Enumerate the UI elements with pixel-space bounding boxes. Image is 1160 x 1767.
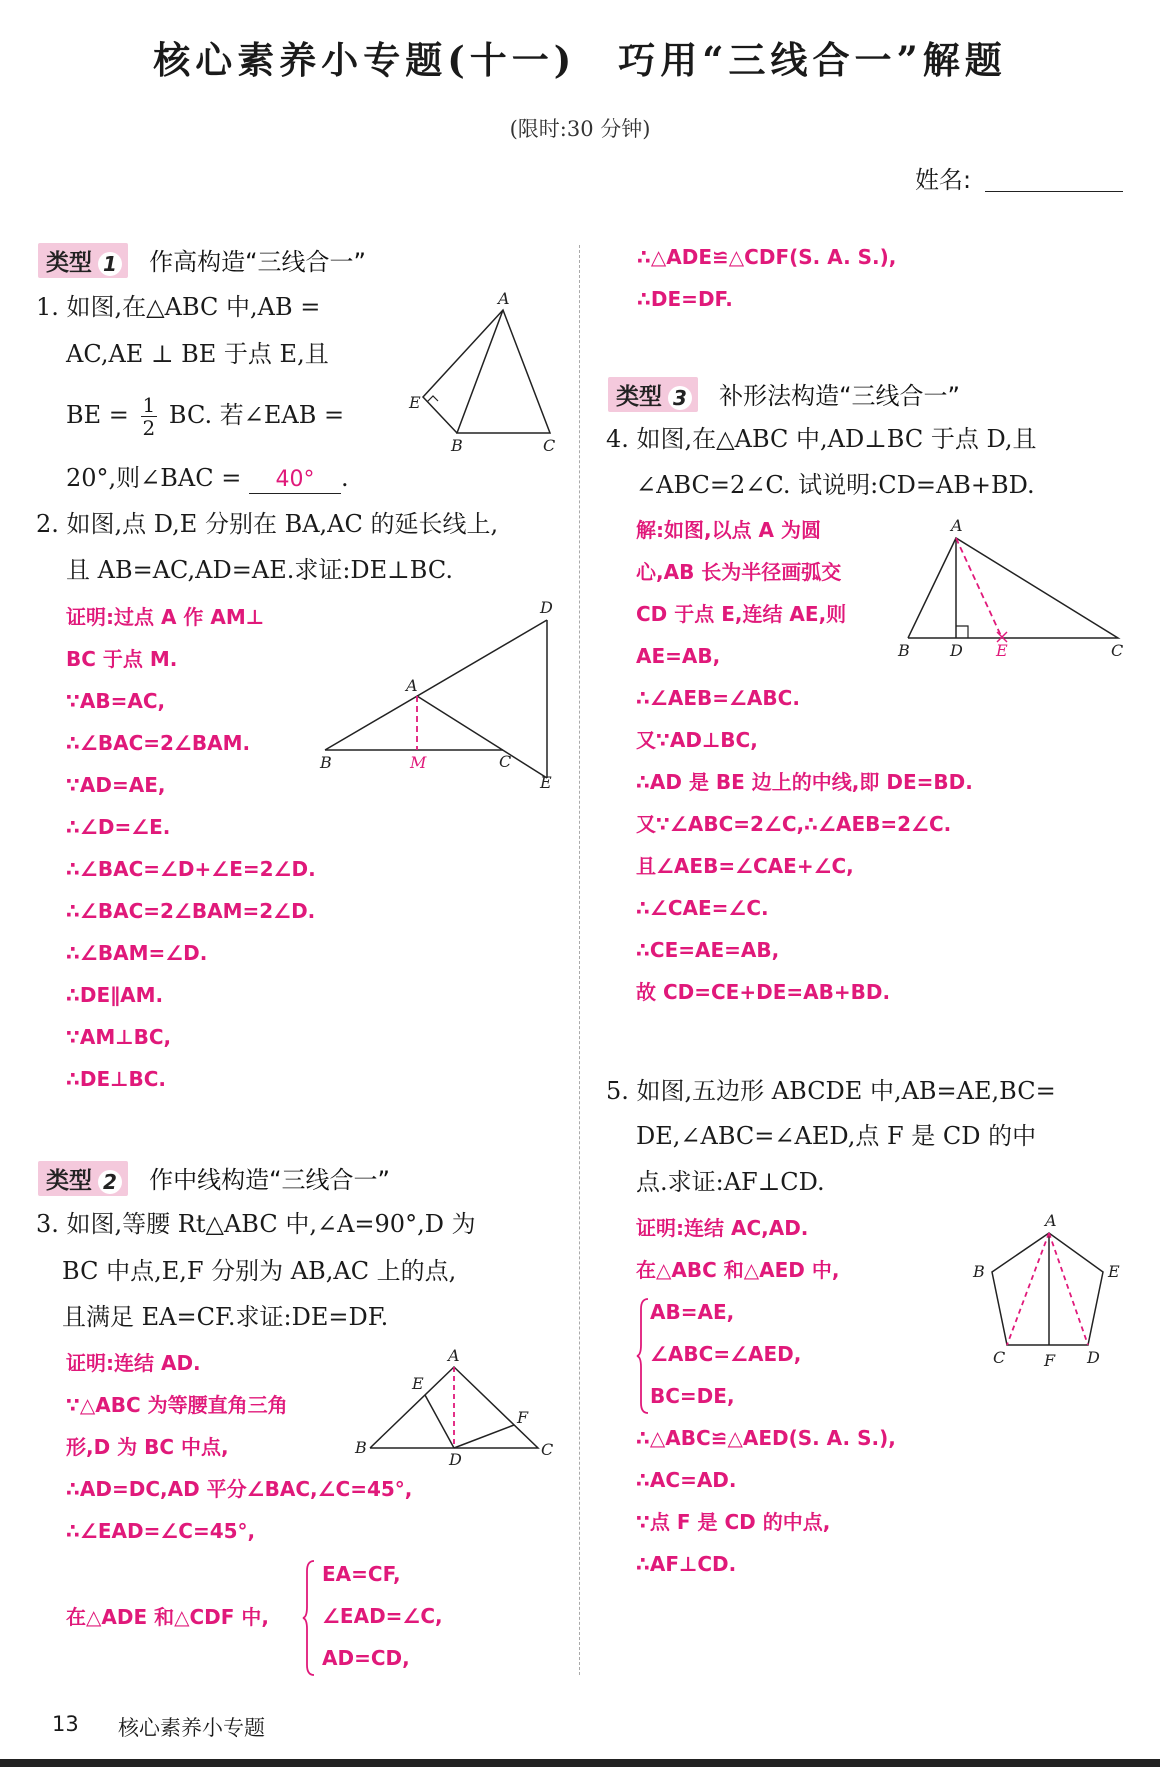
q1-label-a: A bbox=[498, 290, 510, 308]
q2-label-a: A bbox=[406, 676, 418, 695]
brace-line: EA=CF, bbox=[322, 1562, 401, 1586]
brace-line: ∠ABC=∠AED, bbox=[650, 1342, 802, 1366]
q3-label-c: C bbox=[541, 1440, 554, 1459]
proof-line: ∴∠CAE=∠C. bbox=[636, 896, 769, 920]
brace-line: ∠EAD=∠C, bbox=[322, 1604, 443, 1628]
name-label: 姓名: bbox=[915, 166, 972, 194]
q1-answer: 40° bbox=[249, 467, 341, 494]
proof-line: 故 CD=CE+DE=AB+BD. bbox=[636, 980, 891, 1004]
q5-figure bbox=[965, 1210, 1135, 1370]
bottom-bar bbox=[0, 1759, 1160, 1767]
section-2-header bbox=[38, 1160, 390, 1196]
proof-line: ∴△ADE≌△CDF(S. A. S.), bbox=[637, 245, 897, 269]
proof-line: ∴∠EAD=∠C=45°, bbox=[66, 1519, 256, 1543]
q3-label-a: A bbox=[448, 1346, 460, 1365]
q3-line-2: BC 中点,E,F 分别为 AB,AC 上的点, bbox=[62, 1257, 457, 1285]
proof-line: 在△ABC 和△AED 中, bbox=[636, 1258, 840, 1282]
proof-line: ∴AF⊥CD. bbox=[636, 1552, 737, 1576]
q5-line-3: 点.求证:AF⊥CD. bbox=[636, 1168, 825, 1196]
proof-line: 心,AB 长为半径画弧交 bbox=[636, 560, 842, 584]
q3-proof-continued bbox=[637, 236, 896, 320]
q1-line-2: AC,AE ⊥ BE 于点 E,且 bbox=[66, 340, 329, 368]
proof-line: ∴AD 是 BE 边上的中线,即 DE=BD. bbox=[636, 770, 973, 794]
q1-line-1: 1. 如图,在△ABC 中,AB = bbox=[36, 293, 321, 321]
q4-label-a: A bbox=[951, 516, 963, 535]
proof-line: ∴CE=AE=AB, bbox=[636, 938, 780, 962]
q3-figure bbox=[350, 1345, 560, 1470]
q5-label-d: D bbox=[1087, 1348, 1100, 1367]
proof-line: ∴DE=DF. bbox=[637, 287, 733, 311]
section-3-title: 补形法构造“三线合一” bbox=[719, 382, 960, 410]
q5-proof-tail bbox=[636, 1417, 896, 1585]
q2-label-b: B bbox=[320, 753, 332, 772]
q4-line-1: 4. 如图,在△ABC 中,AD⊥BC 于点 D,且 bbox=[606, 425, 1037, 453]
proof-line: ∴DE⊥BC. bbox=[66, 1067, 166, 1091]
left-brace bbox=[636, 1297, 650, 1415]
q1-label-c: C bbox=[543, 436, 556, 455]
name-field-line[interactable] bbox=[985, 191, 1123, 192]
q5-proof-head bbox=[636, 1207, 839, 1291]
q5-label-a: A bbox=[1045, 1211, 1057, 1230]
proof-line: 形,D 为 BC 中点, bbox=[66, 1435, 229, 1459]
proof-line: ∴∠BAM=∠D. bbox=[66, 941, 208, 965]
proof-line: BC 于点 M. bbox=[66, 647, 178, 671]
proof-line: ∴∠AEB=∠ABC. bbox=[636, 686, 800, 710]
q1-figure bbox=[395, 290, 575, 455]
proof-line: ∴∠D=∠E. bbox=[66, 815, 171, 839]
q3-line-3: 且满足 EA=CF.求证:DE=DF. bbox=[62, 1303, 389, 1331]
fraction-one-half: $\frac{1}{2}$ bbox=[142, 393, 156, 440]
proof-line: ∵AM⊥BC, bbox=[66, 1025, 172, 1049]
brace-line: AD=CD, bbox=[322, 1646, 410, 1670]
section-2-tag: 类型 2 bbox=[38, 1161, 128, 1196]
brace-line: BC=DE, bbox=[650, 1384, 735, 1408]
q5-line-1: 5. 如图,五边形 ABCDE 中,AB=AE,BC= bbox=[606, 1077, 1056, 1105]
q1-line-3: BE = $\frac{1}{2}$ BC. 若∠EAB = bbox=[66, 393, 345, 440]
q4-label-e: E bbox=[996, 641, 1008, 660]
proof-line: ∵△ABC 为等腰直角三角 bbox=[66, 1393, 288, 1417]
q5-label-f: F bbox=[1044, 1351, 1056, 1370]
section-1-tag: 类型 1 bbox=[38, 243, 128, 278]
q5-label-b: B bbox=[973, 1262, 985, 1281]
proof-line: ∴△ABC≌△AED(S. A. S.), bbox=[636, 1426, 896, 1450]
footer-title: 核心素养小专题 bbox=[118, 1716, 265, 1740]
q4-label-b: B bbox=[898, 641, 910, 660]
section-1-header bbox=[38, 242, 366, 278]
q3-label-f: F bbox=[517, 1408, 529, 1427]
proof-line: 证明:连结 AC,AD. bbox=[636, 1216, 809, 1240]
q2-label-d: D bbox=[540, 600, 553, 617]
section-2-title: 作中线构造“三线合一” bbox=[149, 1166, 390, 1194]
q1-line-4: 20°,则∠BAC = 40° . bbox=[66, 464, 349, 492]
q2-line-2: 且 AB=AC,AD=AE.求证:DE⊥BC. bbox=[66, 556, 453, 584]
proof-line: ∵点 F 是 CD 的中点, bbox=[636, 1510, 831, 1534]
q4-line-2: ∠ABC=2∠C. 试说明:CD=AB+BD. bbox=[636, 471, 1035, 499]
proof-line: 又∵∠ABC=2∠C,∴∠AEB=2∠C. bbox=[636, 812, 952, 836]
q5-label-e: E bbox=[1108, 1262, 1120, 1281]
q3-brace-prefix: 在△ADE 和△CDF 中, bbox=[66, 1605, 269, 1629]
q4-label-d: D bbox=[950, 641, 963, 660]
q1-label-b: B bbox=[451, 436, 463, 455]
proof-line: ∴∠BAC=∠D+∠E=2∠D. bbox=[66, 857, 316, 881]
q4-figure bbox=[890, 515, 1130, 665]
proof-line: 证明:连结 AD. bbox=[66, 1351, 201, 1375]
proof-line: ∵AD=AE, bbox=[66, 773, 166, 797]
proof-line: 且∠AEB=∠CAE+∠C, bbox=[636, 854, 854, 878]
q2-label-m: M bbox=[410, 753, 427, 772]
proof-line: AE=AB, bbox=[636, 644, 721, 668]
brace-line: AB=AE, bbox=[650, 1300, 735, 1324]
page-title: 核心素养小专题(十一) 巧用“三线合一”解题 bbox=[153, 38, 1007, 82]
proof-line: 又∵AD⊥BC, bbox=[636, 728, 758, 752]
proof-line: ∴∠BAC=2∠BAM=2∠D. bbox=[66, 899, 316, 923]
q2-proof bbox=[66, 596, 316, 1100]
proof-line: ∴DE∥AM. bbox=[66, 983, 164, 1007]
q2-figure bbox=[315, 600, 560, 795]
section-3-header bbox=[608, 376, 960, 412]
q3-line-1: 3. 如图,等腰 Rt△ABC 中,∠A=90°,D 为 bbox=[36, 1210, 476, 1238]
left-brace bbox=[302, 1559, 316, 1677]
q3-label-b: B bbox=[355, 1438, 367, 1457]
proof-line: ∴AD=DC,AD 平分∠BAC,∠C=45°, bbox=[66, 1477, 413, 1501]
q5-line-2: DE,∠ABC=∠AED,点 F 是 CD 的中 bbox=[636, 1122, 1037, 1150]
section-1-title: 作高构造“三线合一” bbox=[149, 248, 366, 276]
q5-label-c: C bbox=[993, 1348, 1006, 1367]
time-limit: (限时:30 分钟) bbox=[509, 117, 651, 141]
section-3-tag: 类型 3 bbox=[608, 377, 698, 412]
proof-line: ∴AC=AD. bbox=[636, 1468, 737, 1492]
proof-line: 证明:过点 A 作 AM⊥ bbox=[66, 605, 265, 629]
q2-line-1: 2. 如图,点 D,E 分别在 BA,AC 的延长线上, bbox=[36, 510, 499, 538]
q3-label-d: D bbox=[449, 1450, 462, 1469]
page-number: 13 bbox=[52, 1712, 79, 1736]
proof-line: ∴∠BAC=2∠BAM. bbox=[66, 731, 251, 755]
q1-label-e: E bbox=[409, 393, 421, 412]
proof-line: ∵AB=AC, bbox=[66, 689, 166, 713]
q4-label-c: C bbox=[1111, 641, 1124, 660]
proof-line: 解:如图,以点 A 为圆 bbox=[636, 518, 821, 542]
column-divider bbox=[579, 245, 580, 1675]
q3-label-e: E bbox=[412, 1374, 424, 1393]
q2-label-c: C bbox=[499, 752, 512, 771]
q2-label-e: E bbox=[540, 773, 552, 792]
proof-line: CD 于点 E,连结 AE,则 bbox=[636, 602, 847, 626]
